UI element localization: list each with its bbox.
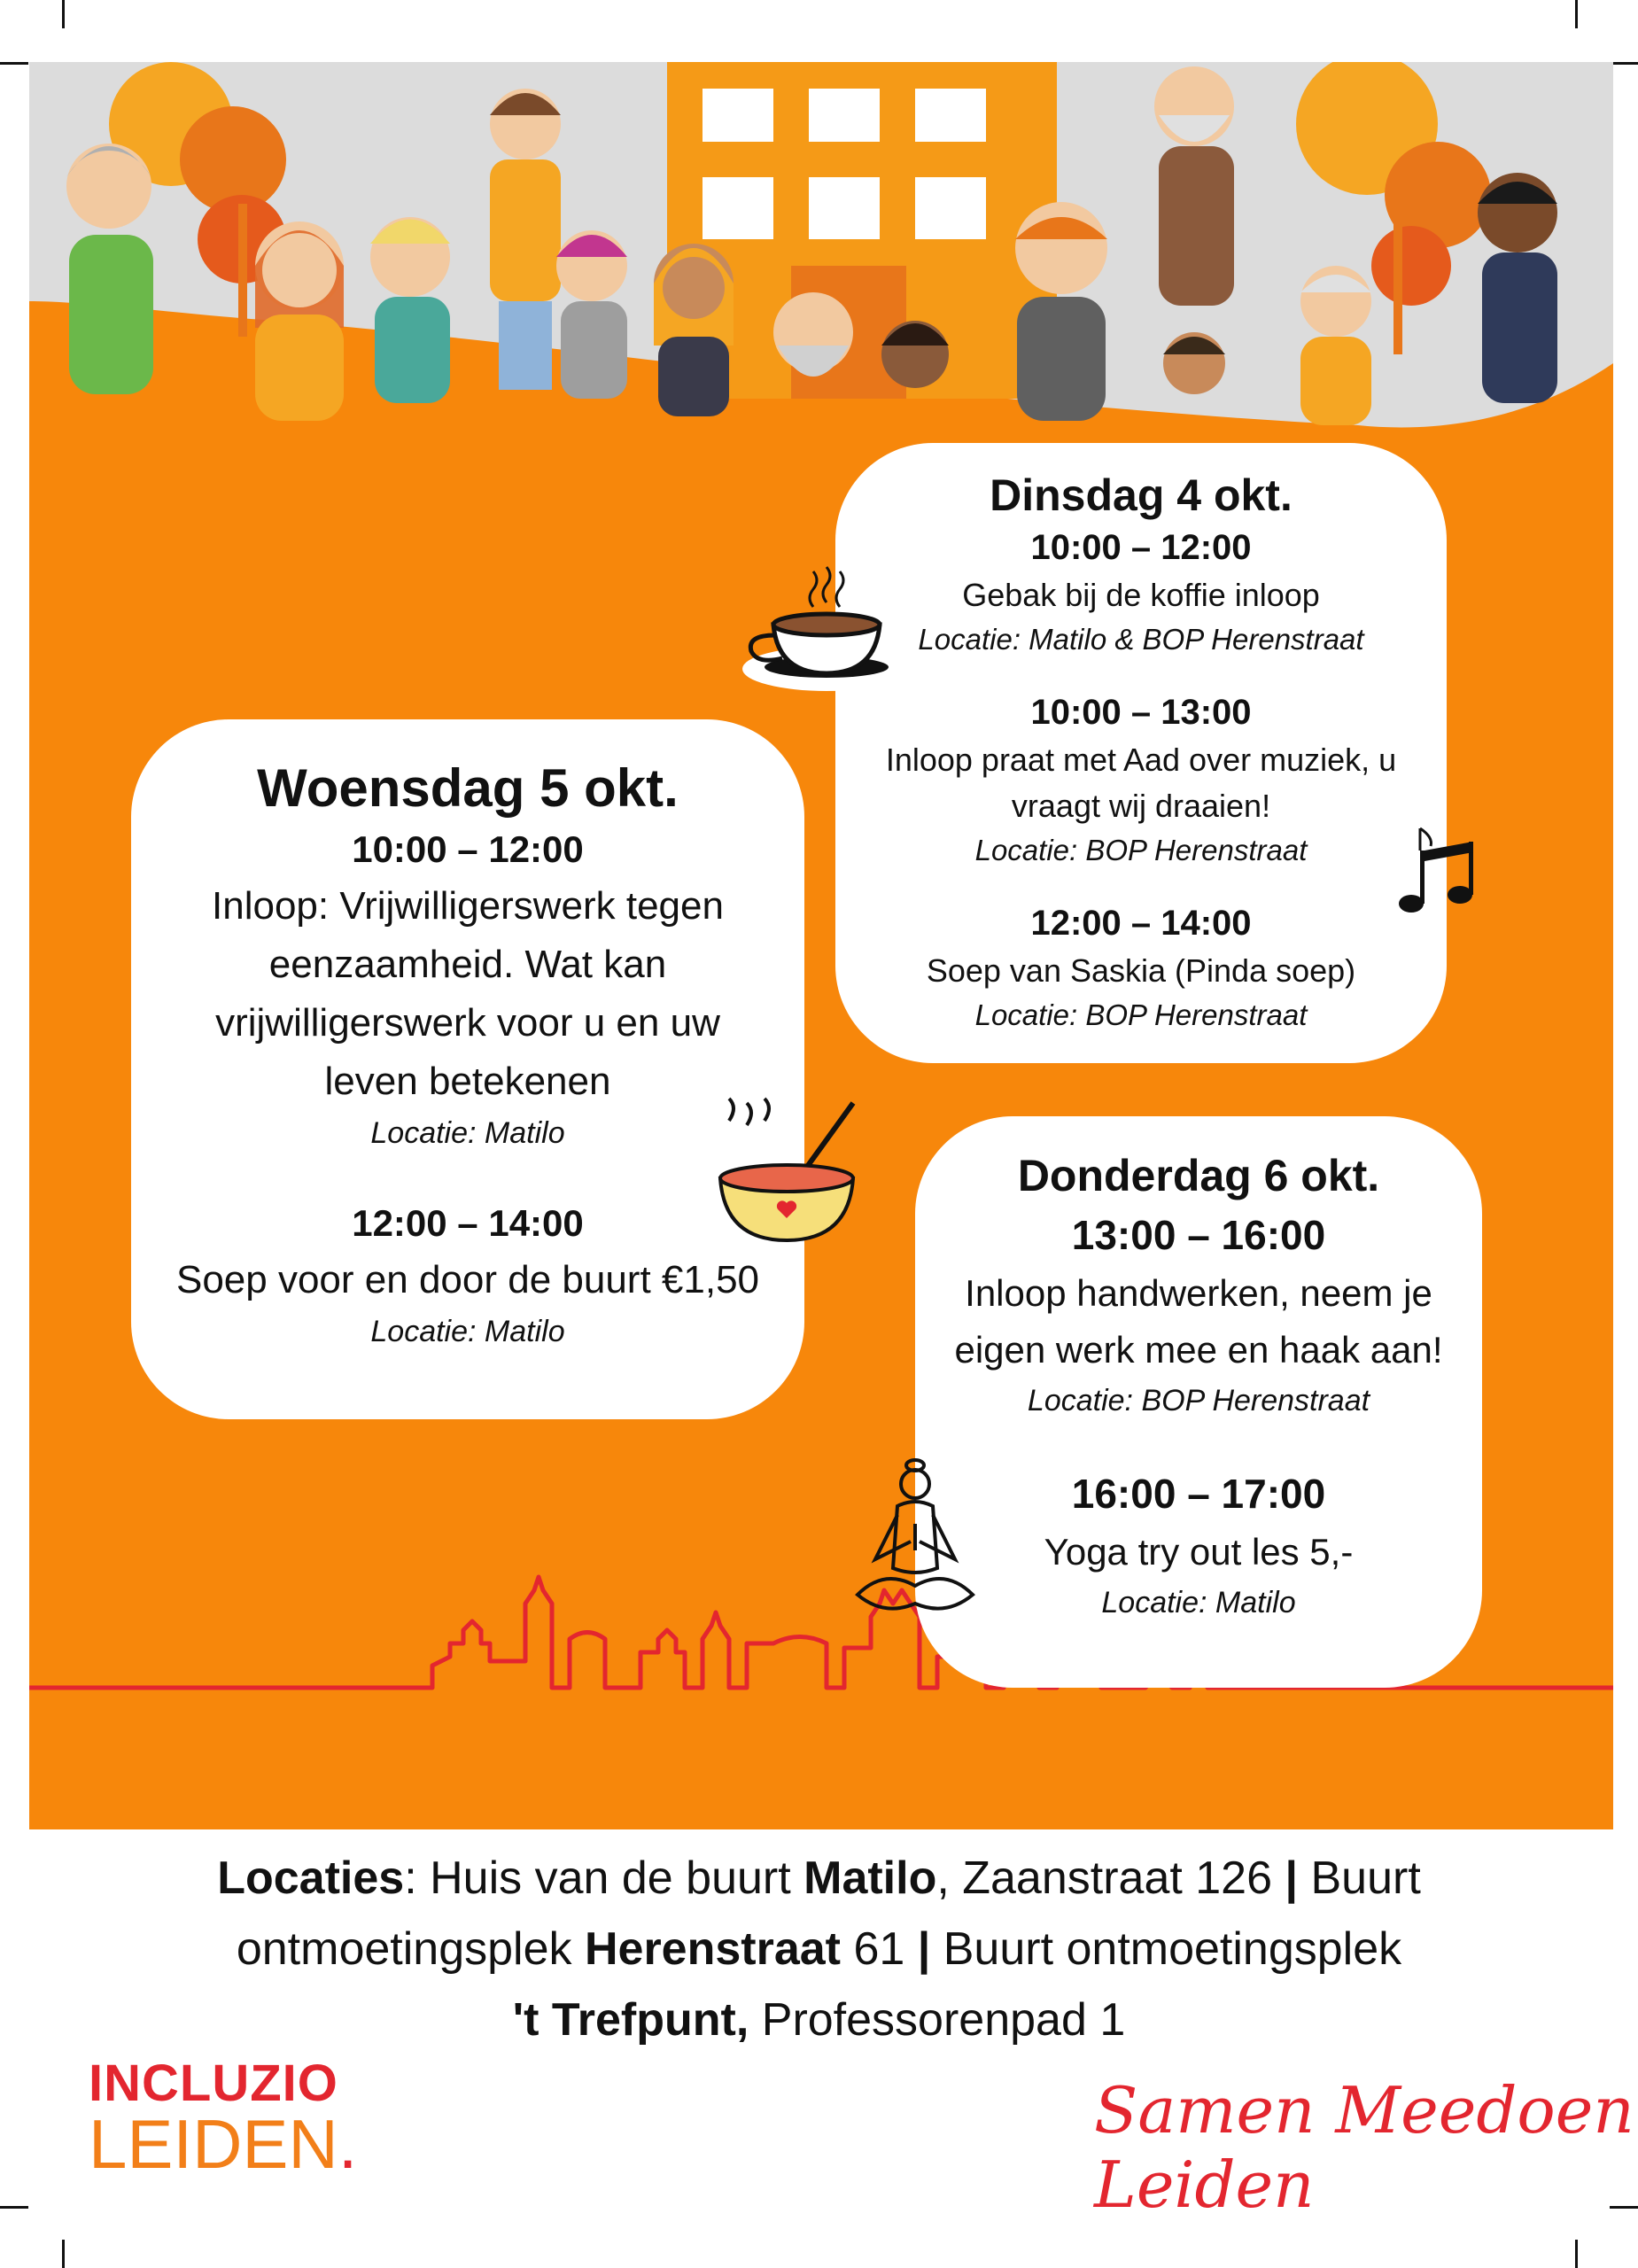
event-location: Locatie: BOP Herenstraat [1027,1384,1370,1418]
logo-dot: . [338,2105,358,2183]
music-notes-icon [1393,824,1491,921]
event-desc: Inloop praat met Aad over muziek, u [885,742,1397,778]
yoga-person-icon [849,1453,982,1630]
event-location: Locatie: BOP Herenstraat [974,834,1308,866]
crop-mark [62,0,65,28]
separator: | [917,1923,931,1975]
poster [29,62,1613,1829]
event-desc: Gebak bij de koffie inloop [962,577,1320,613]
locaties-label: Locaties [217,1852,405,1904]
coffee-cup-icon [738,563,915,695]
event-time: 12:00 – 14:00 [1030,904,1252,943]
footer-text: ontmoetingsplek [236,1923,585,1975]
people-illustration [29,62,1613,505]
footer-text: 61 [841,1923,918,1975]
leiden-logo [89,2105,358,2183]
day-title: Woensdag 5 okt. [257,758,679,818]
event-location: Locatie: BOP Herenstraat [974,998,1308,1031]
crop-mark [0,62,28,65]
event-time: 10:00 – 12:00 [352,828,584,870]
crop-mark [1575,2240,1578,2268]
footer-text: : Huis van de buurt [404,1852,804,1904]
event-desc: leven betekenen [324,1060,611,1103]
locations-line-1 [0,1843,1638,1914]
footer-text: Buurt [1298,1852,1421,1904]
locations-line-3 [0,1984,1638,2055]
event-desc: vrijwilligerswerk voor u en uw [215,1001,720,1045]
event-location: Locatie: Matilo [370,1315,565,1348]
card-dinsdag [835,443,1447,1063]
footer-text: Professorenpad 1 [749,1994,1126,2046]
event-location: Locatie: Matilo [370,1116,565,1150]
crop-mark [0,2206,28,2209]
locations-footer [0,1843,1638,2055]
locations-line-2 [0,1914,1638,1984]
slogan: Samen Meedoen Leiden [1094,2073,1634,2222]
incluzio-logo: INCLUZIO [89,2054,338,2112]
event-location: Locatie: Matilo [1101,1586,1296,1619]
location-name: Matilo [803,1852,937,1904]
event-desc: Soep voor en door de buurt €1,50 [175,1258,760,1301]
event-desc: eenzaamheid. Wat kan [268,943,667,986]
event-desc: Soep van Saskia (Pinda soep) [926,952,1356,989]
location-name: Herenstraat [584,1923,841,1975]
crop-mark [1575,0,1578,28]
logo-text: LEIDEN [89,2105,338,2183]
event-time: 13:00 – 16:00 [1071,1212,1326,1258]
crop-mark [1610,62,1638,65]
soup-bowl-icon [711,1094,871,1245]
event-time: 16:00 – 17:00 [1071,1471,1326,1517]
event-location: Locatie: Matilo & BOP Herenstraat [918,623,1364,656]
card-donderdag [915,1116,1482,1688]
event-desc: Inloop: Vrijwilligerswerk tegen [212,884,724,928]
footer-text: , Zaanstraat 126 [936,1852,1285,1904]
event-time: 10:00 – 13:00 [1030,693,1252,732]
day-title: Dinsdag 4 okt. [990,470,1293,520]
event-desc: vraagt wij draaien! [1011,788,1271,824]
location-name: 't Trefpunt, [512,1994,749,2046]
footer-text: Buurt ontmoetingsplek [930,1923,1402,1975]
crop-mark [62,2240,65,2268]
separator: | [1285,1852,1299,1904]
day-title: Donderdag 6 okt. [1017,1151,1380,1200]
event-desc: Inloop handwerken, neem je [965,1272,1432,1314]
event-time: 10:00 – 12:00 [1030,528,1252,567]
card-woensdag [131,719,804,1419]
event-desc: eigen werk mee en haak aan! [954,1329,1443,1371]
event-desc: Yoga try out les 5,- [1044,1531,1354,1573]
event-time: 12:00 – 14:00 [352,1202,584,1244]
